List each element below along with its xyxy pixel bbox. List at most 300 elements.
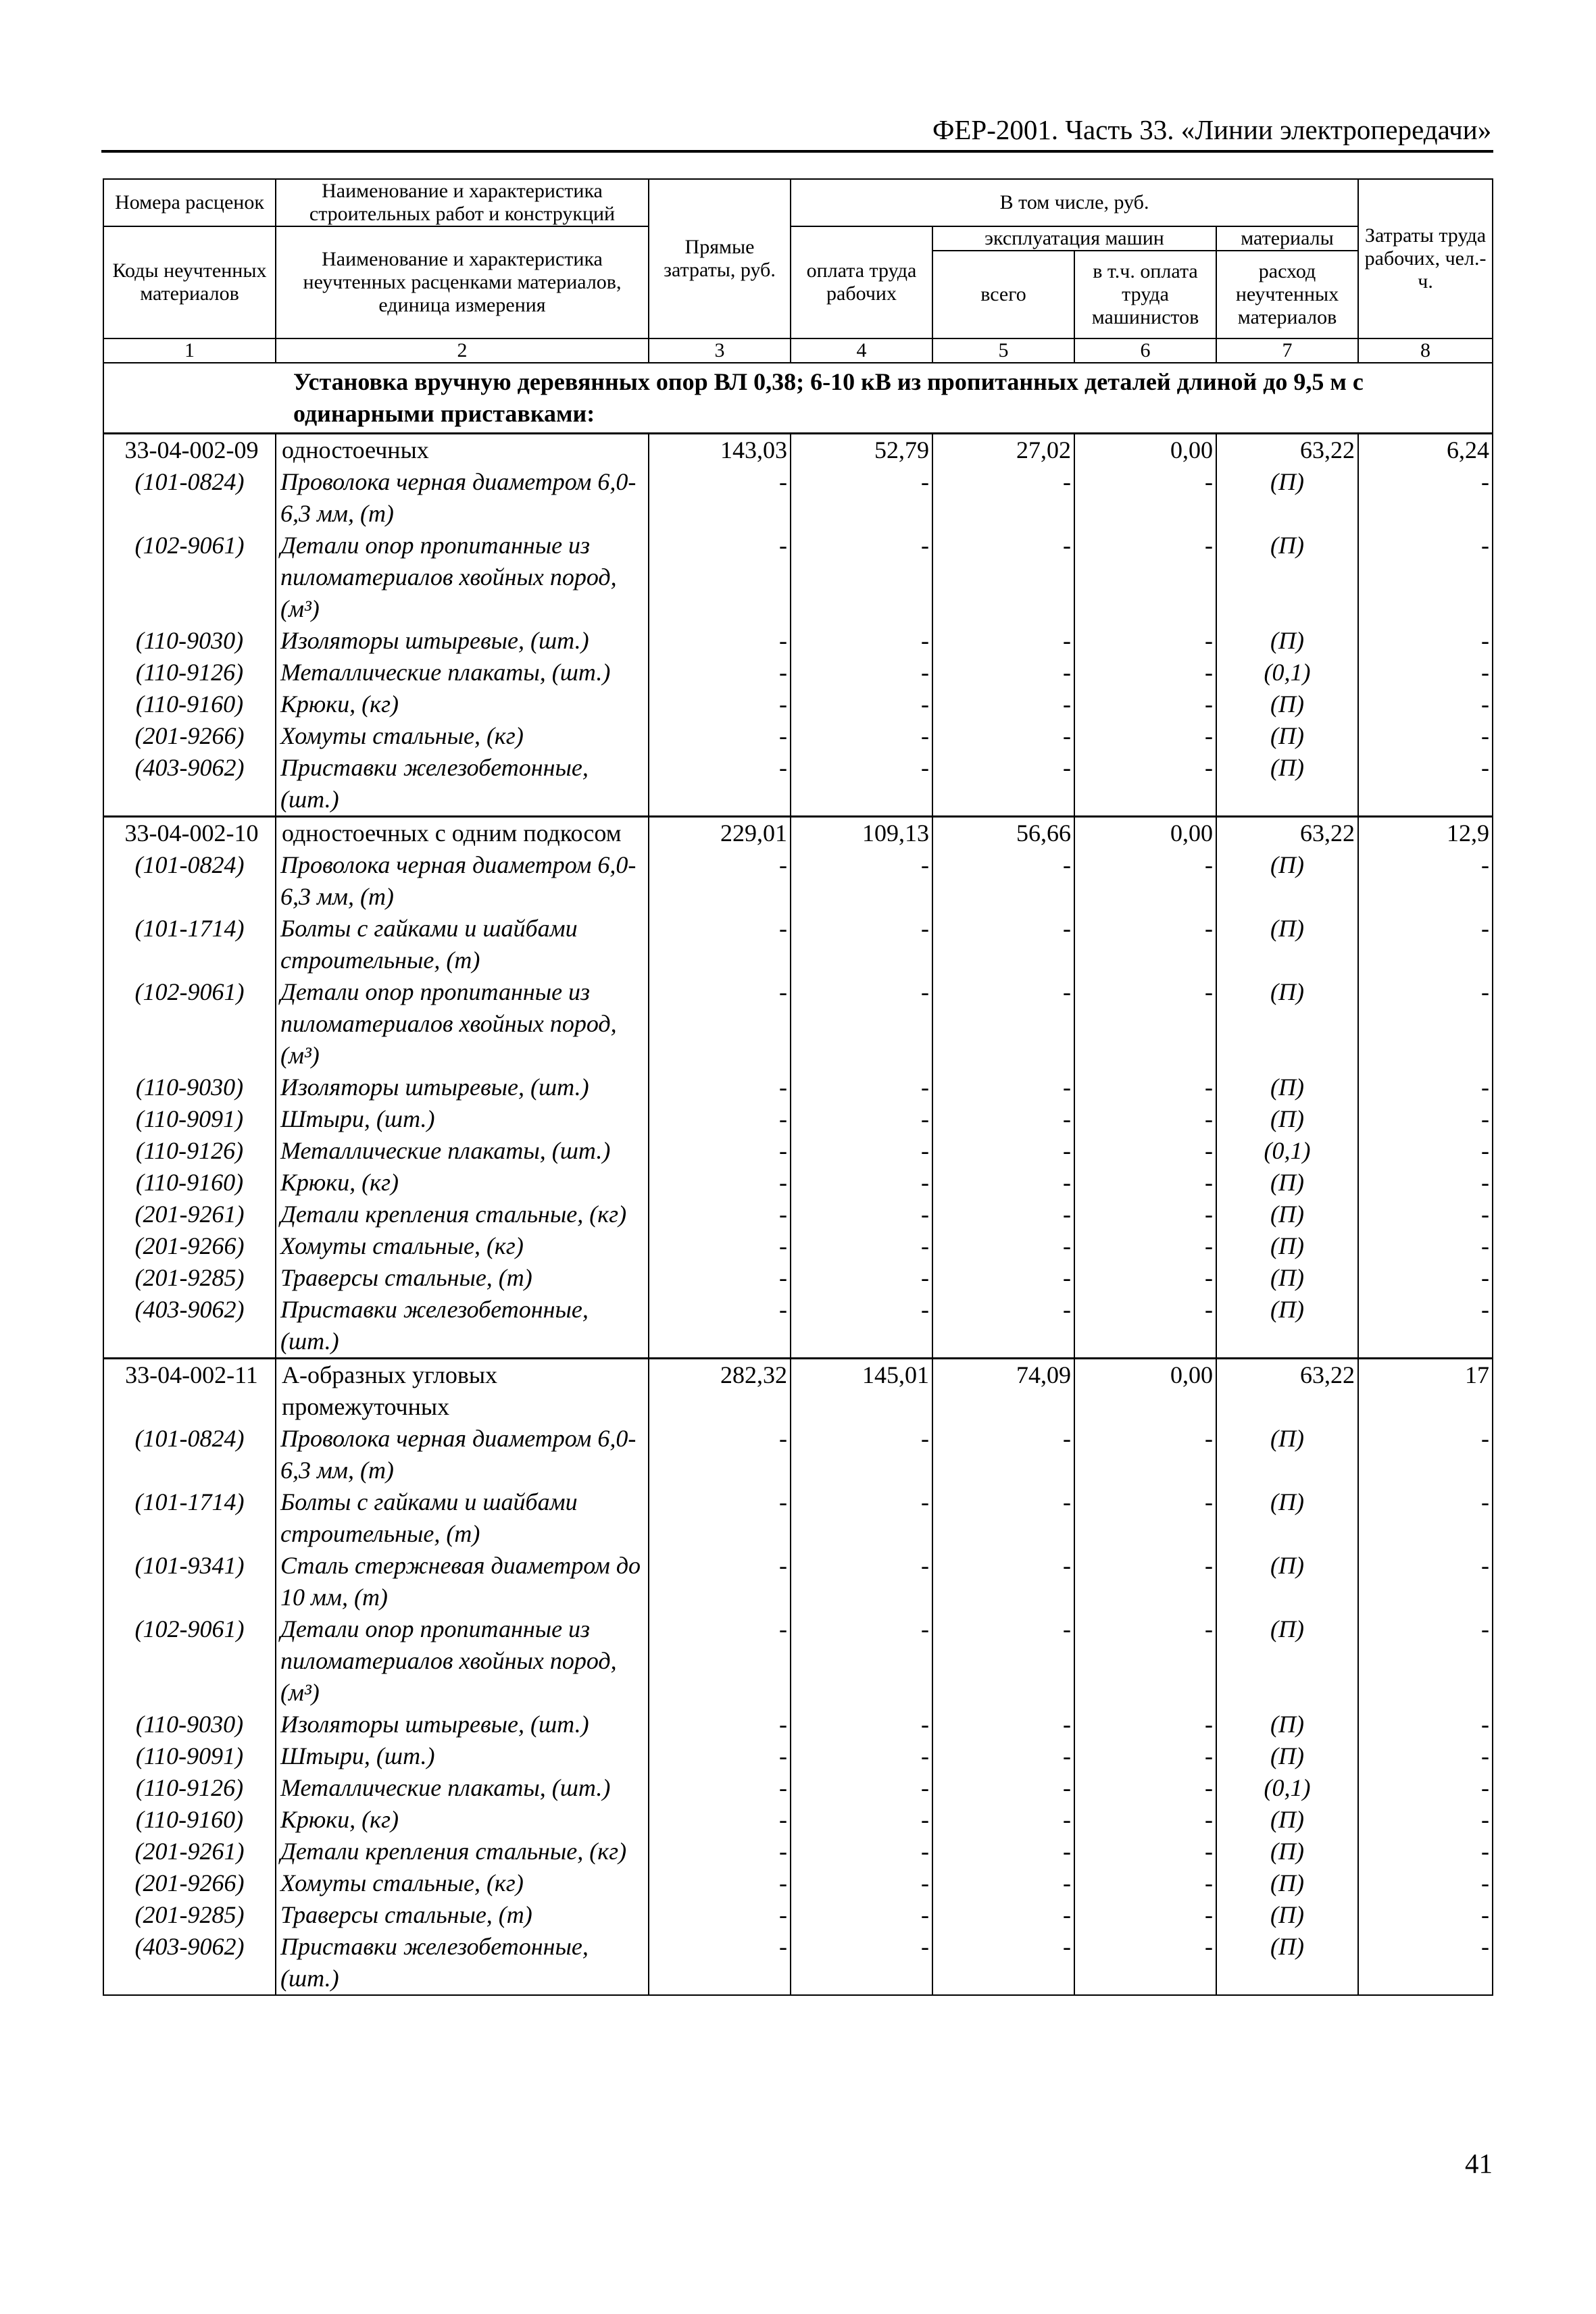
- dash-cell: -: [791, 1167, 932, 1199]
- dash-cell: -: [1074, 1423, 1216, 1486]
- dash-cell: -: [649, 1931, 791, 1995]
- dash-cell: -: [649, 688, 791, 720]
- section-title: Установка вручную деревянных опор ВЛ 0,38; 6-10 кВ из пропитанных деталей длиной до 9,5 м с одинарными приставками:: [103, 363, 1493, 434]
- table-row: [103, 720, 1493, 752]
- machine-total-value: 74,09: [932, 1359, 1074, 1424]
- rate-code: 33-04-002-10: [103, 817, 276, 850]
- table-row: [103, 1836, 1493, 1867]
- material-consumption: (П): [1216, 1230, 1358, 1262]
- table-row: [103, 913, 1493, 976]
- header-unaccounted-codes: Коды неучтенных материалов: [103, 226, 276, 338]
- material-code: (101-1714): [103, 1486, 276, 1550]
- header-materials: материалы: [1216, 226, 1358, 251]
- table-row: [103, 466, 1493, 530]
- dash-cell: -: [791, 849, 932, 913]
- dash-cell: -: [1074, 1931, 1216, 1995]
- column-number: 7: [1216, 338, 1358, 363]
- rate-code: 33-04-002-09: [103, 434, 276, 467]
- rate-code: 33-04-002-11: [103, 1359, 276, 1424]
- dash-cell: -: [649, 1103, 791, 1135]
- dash-cell: -: [1358, 1836, 1493, 1867]
- dash-cell: -: [791, 530, 932, 625]
- material-name: Проволока черная диаметром 6,0-6,3 мм, (т): [276, 849, 649, 913]
- material-name: Изоляторы штыревые, (шт.): [276, 625, 649, 657]
- dash-cell: -: [649, 1230, 791, 1262]
- material-name: Хомуты стальные, (кг): [276, 720, 649, 752]
- header-including: В том числе, руб.: [791, 179, 1358, 226]
- dash-cell: -: [791, 1135, 932, 1167]
- table-row: [103, 817, 1493, 850]
- dash-cell: -: [791, 1740, 932, 1772]
- table-row: [103, 434, 1493, 467]
- dash-cell: -: [932, 1740, 1074, 1772]
- direct-costs-value: 282,32: [649, 1359, 791, 1424]
- material-code: (101-0824): [103, 849, 276, 913]
- material-code: (201-9266): [103, 1230, 276, 1262]
- dash-cell: -: [932, 1550, 1074, 1613]
- material-code: (201-9285): [103, 1262, 276, 1294]
- dash-cell: -: [932, 720, 1074, 752]
- dash-cell: -: [1074, 1486, 1216, 1550]
- dash-cell: -: [932, 1899, 1074, 1931]
- material-name: Изоляторы штыревые, (шт.): [276, 1072, 649, 1103]
- material-code: (101-0824): [103, 1423, 276, 1486]
- dash-cell: -: [649, 1423, 791, 1486]
- material-consumption: (0,1): [1216, 1772, 1358, 1804]
- dash-cell: -: [649, 1899, 791, 1931]
- dash-cell: -: [932, 1804, 1074, 1836]
- dash-cell: -: [649, 1486, 791, 1550]
- dash-cell: -: [791, 913, 932, 976]
- labor-pay-value: 145,01: [791, 1359, 932, 1424]
- dash-cell: -: [1074, 530, 1216, 625]
- machinist-pay-value: 0,00: [1074, 1359, 1216, 1424]
- dash-cell: -: [932, 1423, 1074, 1486]
- material-code: (403-9062): [103, 1294, 276, 1359]
- material-code: (110-9160): [103, 1804, 276, 1836]
- dash-cell: -: [791, 1931, 932, 1995]
- machine-total-value: 27,02: [932, 434, 1074, 467]
- dash-cell: -: [649, 1836, 791, 1867]
- header-material-name: Наименование и характеристика неучтенных расценками материалов, единица измерения: [276, 226, 649, 338]
- dash-cell: -: [932, 752, 1074, 817]
- dash-cell: -: [791, 1613, 932, 1709]
- material-consumption: (П): [1216, 1931, 1358, 1995]
- header-work-name: Наименование и характеристика строительных работ и конструкций: [276, 179, 649, 226]
- material-consumption: (П): [1216, 976, 1358, 1072]
- dash-cell: -: [1358, 1550, 1493, 1613]
- dash-cell: -: [1074, 1294, 1216, 1359]
- dash-cell: -: [1358, 1899, 1493, 1931]
- material-consumption: (П): [1216, 466, 1358, 530]
- dash-cell: -: [1358, 720, 1493, 752]
- dash-cell: -: [932, 1167, 1074, 1199]
- material-consumption: (П): [1216, 688, 1358, 720]
- dash-cell: -: [791, 1804, 932, 1836]
- table-row: [103, 1931, 1493, 1995]
- dash-cell: -: [791, 1423, 932, 1486]
- dash-cell: -: [1074, 1740, 1216, 1772]
- dash-cell: -: [649, 530, 791, 625]
- table-row: [103, 1804, 1493, 1836]
- material-name: Траверсы стальные, (т): [276, 1899, 649, 1931]
- dash-cell: -: [932, 625, 1074, 657]
- header-machine-operation: эксплуатация машин: [932, 226, 1216, 251]
- dash-cell: -: [649, 1804, 791, 1836]
- rates-table: [103, 178, 1493, 1996]
- dash-cell: -: [932, 530, 1074, 625]
- dash-cell: -: [1358, 625, 1493, 657]
- material-code: (403-9062): [103, 1931, 276, 1995]
- material-name: Хомуты стальные, (кг): [276, 1230, 649, 1262]
- column-number: 8: [1358, 338, 1493, 363]
- materials-value: 63,22: [1216, 817, 1358, 850]
- dash-cell: -: [1358, 1613, 1493, 1709]
- material-consumption: (П): [1216, 1550, 1358, 1613]
- dash-cell: -: [1358, 1709, 1493, 1740]
- material-name: Металлические плакаты, (шт.): [276, 1135, 649, 1167]
- dash-cell: -: [1358, 849, 1493, 913]
- material-name: Штыри, (шт.): [276, 1740, 649, 1772]
- rate-name: одностоечных с одним подкосом: [276, 817, 649, 850]
- material-name: Крюки, (кг): [276, 1167, 649, 1199]
- dash-cell: -: [649, 849, 791, 913]
- table-row: [103, 1867, 1493, 1899]
- material-consumption: (П): [1216, 849, 1358, 913]
- dash-cell: -: [1074, 1167, 1216, 1199]
- direct-costs-value: 229,01: [649, 817, 791, 850]
- dash-cell: -: [932, 1836, 1074, 1867]
- table-row: [103, 1135, 1493, 1167]
- dash-cell: -: [791, 1836, 932, 1867]
- page-header: ФЕР-2001. Часть 33. «Линии электропередачи»: [932, 114, 1492, 145]
- table-row: [103, 1899, 1493, 1931]
- dash-cell: -: [791, 1103, 932, 1135]
- column-number: 2: [276, 338, 649, 363]
- material-consumption: (П): [1216, 1423, 1358, 1486]
- material-name: Приставки железобетонные, (шт.): [276, 1294, 649, 1359]
- dash-cell: -: [1074, 657, 1216, 688]
- dash-cell: -: [649, 752, 791, 817]
- dash-cell: -: [1358, 688, 1493, 720]
- dash-cell: -: [1358, 1262, 1493, 1294]
- material-code: (102-9061): [103, 530, 276, 625]
- dash-cell: -: [932, 1613, 1074, 1709]
- material-code: (201-9261): [103, 1836, 276, 1867]
- dash-cell: -: [649, 625, 791, 657]
- header-machine-total: всего: [932, 251, 1074, 338]
- dash-cell: -: [791, 1294, 932, 1359]
- material-consumption: (П): [1216, 1613, 1358, 1709]
- dash-cell: -: [791, 1709, 932, 1740]
- dash-cell: -: [649, 1199, 791, 1230]
- table-row: [103, 688, 1493, 720]
- table-row: [103, 1167, 1493, 1199]
- material-name: Детали опор пропитанные из пиломатериалов хвойных пород, (м³): [276, 1613, 649, 1709]
- material-code: (110-9126): [103, 1772, 276, 1804]
- dash-cell: -: [932, 1262, 1074, 1294]
- dash-cell: -: [649, 466, 791, 530]
- dash-cell: -: [1358, 976, 1493, 1072]
- dash-cell: -: [1074, 1867, 1216, 1899]
- material-code: (110-9160): [103, 688, 276, 720]
- dash-cell: -: [1358, 466, 1493, 530]
- material-code: (110-9160): [103, 1167, 276, 1199]
- dash-cell: -: [1358, 1230, 1493, 1262]
- dash-cell: -: [791, 1867, 932, 1899]
- material-consumption: (П): [1216, 1709, 1358, 1740]
- table-row: [103, 1294, 1493, 1359]
- dash-cell: -: [1358, 1135, 1493, 1167]
- dash-cell: -: [1358, 1931, 1493, 1995]
- material-name: Сталь стержневая диаметром до 10 мм, (т): [276, 1550, 649, 1613]
- machine-total-value: 56,66: [932, 817, 1074, 850]
- material-code: (110-9030): [103, 1072, 276, 1103]
- material-consumption: (П): [1216, 530, 1358, 625]
- dash-cell: -: [1074, 1135, 1216, 1167]
- material-name: Приставки железобетонные, (шт.): [276, 1931, 649, 1995]
- material-name: Траверсы стальные, (т): [276, 1262, 649, 1294]
- dash-cell: -: [649, 1167, 791, 1199]
- material-code: (110-9091): [103, 1740, 276, 1772]
- table-row: [103, 1199, 1493, 1230]
- header-machinist-pay: в т.ч. оплата труда машинистов: [1074, 251, 1216, 338]
- material-code: (201-9266): [103, 720, 276, 752]
- labor-pay-value: 109,13: [791, 817, 932, 850]
- dash-cell: -: [1358, 1486, 1493, 1550]
- labor-hours-value: 12,9: [1358, 817, 1493, 850]
- dash-cell: -: [791, 1486, 932, 1550]
- dash-cell: -: [932, 1072, 1074, 1103]
- dash-cell: -: [932, 849, 1074, 913]
- dash-cell: -: [1074, 1804, 1216, 1836]
- material-code: (110-9126): [103, 657, 276, 688]
- materials-value: 63,22: [1216, 434, 1358, 467]
- material-consumption: (П): [1216, 752, 1358, 817]
- dash-cell: -: [932, 1199, 1074, 1230]
- dash-cell: -: [649, 1772, 791, 1804]
- rates-body: [103, 363, 1493, 1995]
- dash-cell: -: [1358, 1072, 1493, 1103]
- table-row: [103, 1423, 1493, 1486]
- dash-cell: -: [1358, 752, 1493, 817]
- dash-cell: -: [1074, 1230, 1216, 1262]
- material-name: Детали крепления стальные, (кг): [276, 1199, 649, 1230]
- dash-cell: -: [791, 1899, 932, 1931]
- material-consumption: (0,1): [1216, 657, 1358, 688]
- labor-hours-value: 6,24: [1358, 434, 1493, 467]
- direct-costs-value: 143,03: [649, 434, 791, 467]
- material-consumption: (П): [1216, 1486, 1358, 1550]
- material-consumption: (П): [1216, 1199, 1358, 1230]
- dash-cell: -: [1074, 1199, 1216, 1230]
- material-code: (201-9261): [103, 1199, 276, 1230]
- dash-cell: -: [1074, 466, 1216, 530]
- material-name: Крюки, (кг): [276, 688, 649, 720]
- dash-cell: -: [932, 1772, 1074, 1804]
- material-name: Болты с гайками и шайбами строительные, (т): [276, 1486, 649, 1550]
- material-name: Приставки железобетонные, (шт.): [276, 752, 649, 817]
- material-name: Изоляторы штыревые, (шт.): [276, 1709, 649, 1740]
- dash-cell: -: [1358, 530, 1493, 625]
- column-number: 5: [932, 338, 1074, 363]
- dash-cell: -: [1074, 752, 1216, 817]
- header-unaccounted-consumption: расход неучтенных материалов: [1216, 251, 1358, 338]
- dash-cell: -: [932, 913, 1074, 976]
- material-code: (110-9030): [103, 625, 276, 657]
- dash-cell: -: [791, 657, 932, 688]
- column-number: 6: [1074, 338, 1216, 363]
- labor-pay-value: 52,79: [791, 434, 932, 467]
- header-labor-costs: Затраты труда рабочих, чел.-ч.: [1358, 179, 1493, 338]
- material-consumption: (П): [1216, 1167, 1358, 1199]
- dash-cell: -: [932, 1931, 1074, 1995]
- header-rule: [101, 150, 1493, 153]
- header-labor-pay: оплата труда рабочих: [791, 226, 932, 338]
- dash-cell: -: [1358, 1740, 1493, 1772]
- dash-cell: -: [1074, 720, 1216, 752]
- dash-cell: -: [1358, 1294, 1493, 1359]
- dash-cell: -: [649, 1740, 791, 1772]
- labor-hours-value: 17: [1358, 1359, 1493, 1424]
- dash-cell: -: [649, 1613, 791, 1709]
- material-consumption: (П): [1216, 1867, 1358, 1899]
- material-name: Штыри, (шт.): [276, 1103, 649, 1135]
- material-consumption: (П): [1216, 1262, 1358, 1294]
- dash-cell: -: [1074, 1262, 1216, 1294]
- material-consumption: (0,1): [1216, 1135, 1358, 1167]
- table-row: [103, 625, 1493, 657]
- dash-cell: -: [1074, 688, 1216, 720]
- dash-cell: -: [649, 913, 791, 976]
- dash-cell: -: [1074, 976, 1216, 1072]
- material-code: (201-9285): [103, 1899, 276, 1931]
- dash-cell: -: [1074, 1899, 1216, 1931]
- dash-cell: -: [649, 976, 791, 1072]
- table-row: [103, 1072, 1493, 1103]
- header-direct-costs: Прямые затраты, руб.: [649, 179, 791, 338]
- dash-cell: -: [932, 1709, 1074, 1740]
- dash-cell: -: [1358, 657, 1493, 688]
- table-row: [103, 1772, 1493, 1804]
- material-name: Металлические плакаты, (шт.): [276, 1772, 649, 1804]
- material-consumption: (П): [1216, 1072, 1358, 1103]
- material-code: (101-9341): [103, 1550, 276, 1613]
- material-consumption: (П): [1216, 1899, 1358, 1931]
- table-row: [103, 1709, 1493, 1740]
- dash-cell: -: [791, 720, 932, 752]
- dash-cell: -: [649, 720, 791, 752]
- dash-cell: -: [791, 976, 932, 1072]
- dash-cell: -: [1358, 1867, 1493, 1899]
- dash-cell: -: [649, 1294, 791, 1359]
- material-code: (102-9061): [103, 1613, 276, 1709]
- machinist-pay-value: 0,00: [1074, 817, 1216, 850]
- dash-cell: -: [649, 1550, 791, 1613]
- dash-cell: -: [649, 1262, 791, 1294]
- rate-name: одностоечных: [276, 434, 649, 467]
- dash-cell: -: [1074, 913, 1216, 976]
- dash-cell: -: [649, 1867, 791, 1899]
- material-name: Металлические плакаты, (шт.): [276, 657, 649, 688]
- material-consumption: (П): [1216, 1804, 1358, 1836]
- material-code: (110-9030): [103, 1709, 276, 1740]
- dash-cell: -: [1074, 1772, 1216, 1804]
- dash-cell: -: [791, 625, 932, 657]
- dash-cell: -: [1358, 913, 1493, 976]
- material-name: Детали опор пропитанные из пиломатериалов хвойных пород, (м³): [276, 976, 649, 1072]
- dash-cell: -: [649, 1709, 791, 1740]
- dash-cell: -: [932, 1486, 1074, 1550]
- table-row: [103, 1740, 1493, 1772]
- dash-cell: -: [791, 1262, 932, 1294]
- column-number: 3: [649, 338, 791, 363]
- dash-cell: -: [1074, 625, 1216, 657]
- rate-name: А-образных угловых промежуточных: [276, 1359, 649, 1424]
- header-rate-numbers: Номера расценок: [103, 179, 276, 226]
- dash-cell: -: [649, 657, 791, 688]
- material-code: (110-9126): [103, 1135, 276, 1167]
- material-code: (101-0824): [103, 466, 276, 530]
- dash-cell: -: [1074, 1836, 1216, 1867]
- table-row: [103, 1262, 1493, 1294]
- material-code: (201-9266): [103, 1867, 276, 1899]
- material-consumption: (П): [1216, 913, 1358, 976]
- dash-cell: -: [932, 1867, 1074, 1899]
- table-row: [103, 1359, 1493, 1424]
- dash-cell: -: [1358, 1167, 1493, 1199]
- dash-cell: -: [791, 688, 932, 720]
- dash-cell: -: [1074, 1072, 1216, 1103]
- table-row: [103, 1486, 1493, 1550]
- dash-cell: -: [1358, 1423, 1493, 1486]
- dash-cell: -: [1074, 849, 1216, 913]
- dash-cell: -: [932, 688, 1074, 720]
- material-consumption: (П): [1216, 1740, 1358, 1772]
- material-consumption: (П): [1216, 625, 1358, 657]
- dash-cell: -: [791, 1072, 932, 1103]
- table-row: [103, 752, 1493, 817]
- dash-cell: -: [932, 1103, 1074, 1135]
- dash-cell: -: [932, 1135, 1074, 1167]
- table-row: [103, 530, 1493, 625]
- table-row: [103, 976, 1493, 1072]
- material-name: Болты с гайками и шайбами строительные, (т): [276, 913, 649, 976]
- material-name: Детали крепления стальные, (кг): [276, 1836, 649, 1867]
- material-consumption: (П): [1216, 720, 1358, 752]
- material-name: Проволока черная диаметром 6,0-6,3 мм, (т): [276, 466, 649, 530]
- dash-cell: -: [1358, 1804, 1493, 1836]
- dash-cell: -: [932, 657, 1074, 688]
- table-row: [103, 849, 1493, 913]
- dash-cell: -: [791, 466, 932, 530]
- machinist-pay-value: 0,00: [1074, 434, 1216, 467]
- dash-cell: -: [791, 1772, 932, 1804]
- dash-cell: -: [791, 1550, 932, 1613]
- dash-cell: -: [932, 1294, 1074, 1359]
- dash-cell: -: [791, 1199, 932, 1230]
- dash-cell: -: [1358, 1103, 1493, 1135]
- dash-cell: -: [1358, 1199, 1493, 1230]
- dash-cell: -: [932, 1230, 1074, 1262]
- dash-cell: -: [1074, 1550, 1216, 1613]
- dash-cell: -: [649, 1135, 791, 1167]
- material-code: (101-1714): [103, 913, 276, 976]
- table-row: [103, 1103, 1493, 1135]
- material-name: Детали опор пропитанные из пиломатериалов хвойных пород, (м³): [276, 530, 649, 625]
- dash-cell: -: [932, 976, 1074, 1072]
- materials-value: 63,22: [1216, 1359, 1358, 1424]
